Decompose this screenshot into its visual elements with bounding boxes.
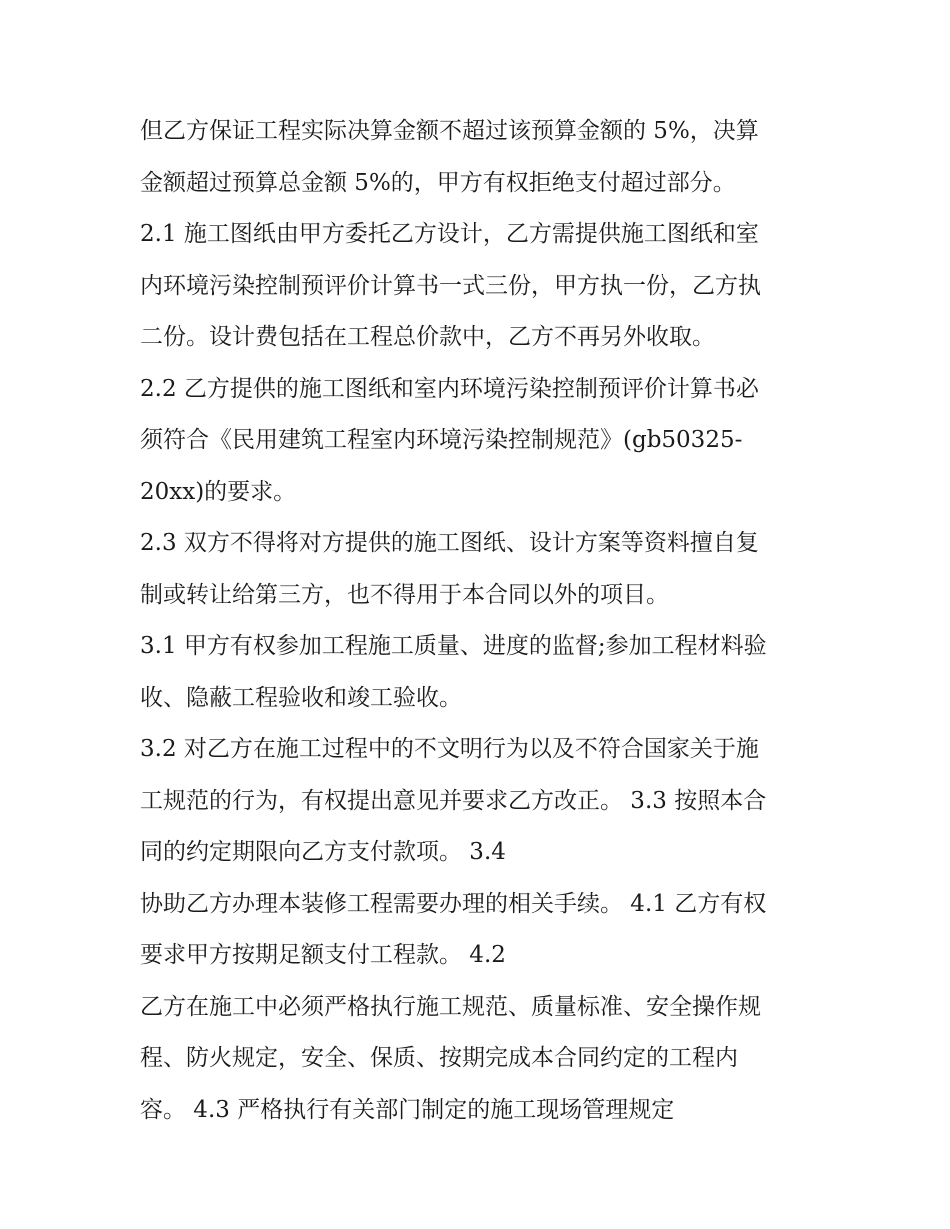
text-line: 20xx)的要求。 [140, 478, 297, 505]
text-line: 制或转让给第三方，也不得用于本合同以外的项目。 [140, 581, 669, 608]
text-line: 但乙方保证工程实际决算金额不超过该预算金额的 5%，决算 [140, 118, 759, 144]
text-line: 容。 4.3 严格执行有关部门制定的施工现场管理规定 [140, 1096, 675, 1123]
text-line: 二份。设计费包括在工程总价款中，乙方不再另外收取。 [140, 324, 715, 350]
text-line: 3.2 对乙方在施工过程中的不文明行为以及不符合国家关于施 [140, 736, 759, 762]
text-line: 工规范的行为，有权提出意见并要求乙方改正。 3.3 按照本合 [140, 787, 767, 814]
contract-text-body [140, 106, 830, 1136]
text-line: 程、防火规定，安全、保质、按期完成本合同约定的工程内 [140, 1045, 738, 1071]
text-line: 要求甲方按期足额支付工程款。 4.2 [140, 942, 506, 968]
text-line: 乙方在施工中必须严格执行施工规范、质量标准、安全操作规 [140, 993, 761, 1020]
text-line: 2.3 双方不得将对方提供的施工图纸、设计方案等资料擅自复 [140, 530, 759, 556]
text-line: 协助乙方办理本装修工程需要办理的相关手续。 4.1 乙方有权 [140, 890, 767, 917]
text-line: 2.1 施工图纸由甲方委托乙方设计，乙方需提供施工图纸和室 [140, 221, 759, 247]
text-line: 内环境污染控制预评价计算书一式三份，甲方执一份，乙方执 [140, 272, 761, 299]
text-line: 同的约定期限向乙方支付款项。 3.4 [140, 839, 506, 865]
text-line: 3.1 甲方有权参加工程施工质量、进度的监督;参加工程材料验 [140, 633, 767, 659]
text-line: 金额超过预算总金额 5%的，甲方有权拒绝支付超过部分。 [140, 169, 736, 196]
text-line: 2.2 乙方提供的施工图纸和室内环境污染控制预评价计算书必 [140, 375, 759, 402]
text-line: 收、隐蔽工程验收和竣工验收。 [140, 684, 462, 711]
text-line: 须符合《民用建筑工程室内环境污染控制规范》(gb50325- [140, 427, 743, 453]
